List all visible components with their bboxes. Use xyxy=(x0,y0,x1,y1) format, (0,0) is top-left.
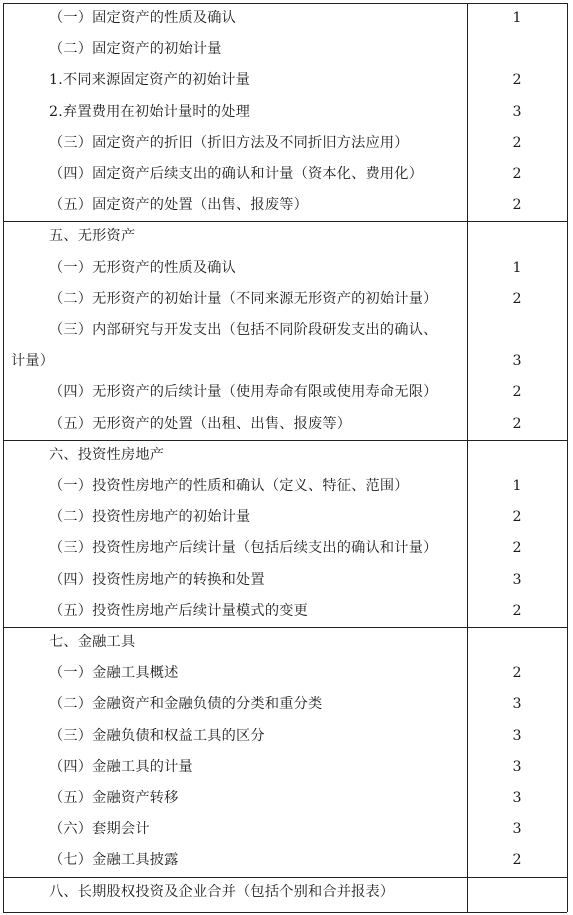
table-border-right xyxy=(567,3,568,912)
row-text: 1.不同来源固定资产的初始计量 xyxy=(49,72,250,89)
row-text: （三）投资性房地产后续计量（包括后续支出的确认和计量） xyxy=(49,540,438,557)
row-text: （一）固定资产的性质及确认 xyxy=(49,10,237,26)
row-text: （五）金融资产转移 xyxy=(49,790,179,806)
row-text: （三）内部研究与开发支出（包括不同阶段研发支出的确认、 xyxy=(49,322,438,338)
row-text: 六、投资性房地产 xyxy=(49,446,165,463)
row-level xyxy=(468,315,566,346)
row-level: 2 xyxy=(512,852,522,869)
row-text: 八、长期股权投资及企业合并（包括个别和合并报表） xyxy=(49,883,395,900)
row-level: 2 xyxy=(512,509,522,526)
row-level: 2 xyxy=(512,415,522,432)
row-level xyxy=(468,627,566,658)
row-text: （三）金融负债和权益工具的区分 xyxy=(49,727,265,744)
row-text: （二）金融资产和金融负债的分类和重分类 xyxy=(49,696,323,713)
row-text: （五）固定资产的处置（出售、报废等） xyxy=(49,197,308,214)
row-level: 1 xyxy=(512,10,522,26)
row-level: 2 xyxy=(512,602,522,619)
table-border-left xyxy=(3,3,4,912)
row-level: 1 xyxy=(512,478,522,494)
row-text: （七）金融工具披露 xyxy=(49,852,179,869)
row-level: 2 xyxy=(512,665,522,682)
row-text: （一）无形资产的性质及确认 xyxy=(49,259,237,276)
row-text: （六）套期会计 xyxy=(49,821,150,838)
row-text: 五、无形资产 xyxy=(49,228,136,245)
row-text: （四）固定资产后续支出的确认和计量（资本化、费用化） xyxy=(49,166,424,182)
row-level: 2 xyxy=(512,540,522,557)
row-level: 3 xyxy=(512,353,522,370)
row-text: （四）无形资产的后续计量（使用寿命有限或使用寿命无限） xyxy=(49,384,438,401)
row-text: 七、金融工具 xyxy=(49,634,136,650)
row-level: 2 xyxy=(512,134,522,151)
row-text: （二）无形资产的初始计量（不同来源无形资产的初始计量） xyxy=(49,290,438,307)
row-level xyxy=(468,221,566,252)
row-level: 3 xyxy=(512,103,522,120)
row-text: 计量） xyxy=(11,353,55,370)
row-text: （五）无形资产的处置（出租、出售、报废等） xyxy=(49,415,352,432)
row-level xyxy=(468,440,566,471)
row-text: （四）投资性房地产的转换和处置 xyxy=(49,571,265,588)
row-text: （三）固定资产的折旧（折旧方法及不同折旧方法应用） xyxy=(49,134,409,151)
row-level: 3 xyxy=(512,758,522,775)
row-level: 2 xyxy=(512,384,522,401)
row-text: 2.弃置费用在初始计量时的处理 xyxy=(49,103,250,120)
row-level: 3 xyxy=(512,821,522,838)
row-text: （一）投资性房地产的性质和确认（定义、特征、范围） xyxy=(49,478,409,494)
row-level: 2 xyxy=(512,197,522,214)
row-level xyxy=(468,34,566,65)
row-text: （五）投资性房地产后续计量模式的变更 xyxy=(49,602,308,619)
row-level xyxy=(468,877,566,908)
row-text: （四）金融工具的计量 xyxy=(49,758,193,775)
row-level: 2 xyxy=(512,72,522,89)
row-level: 1 xyxy=(512,259,522,276)
row-level: 2 xyxy=(512,290,522,307)
section-divider xyxy=(3,912,567,913)
row-text: （一）金融工具概述 xyxy=(49,665,179,682)
row-level: 2 xyxy=(512,166,522,182)
row-level: 3 xyxy=(512,696,522,713)
row-level: 3 xyxy=(512,571,522,588)
row-text: （二）固定资产的初始计量 xyxy=(49,41,222,58)
row-level: 3 xyxy=(512,727,522,744)
row-text: （二）投资性房地产的初始计量 xyxy=(49,509,251,526)
row-level: 3 xyxy=(512,790,522,806)
